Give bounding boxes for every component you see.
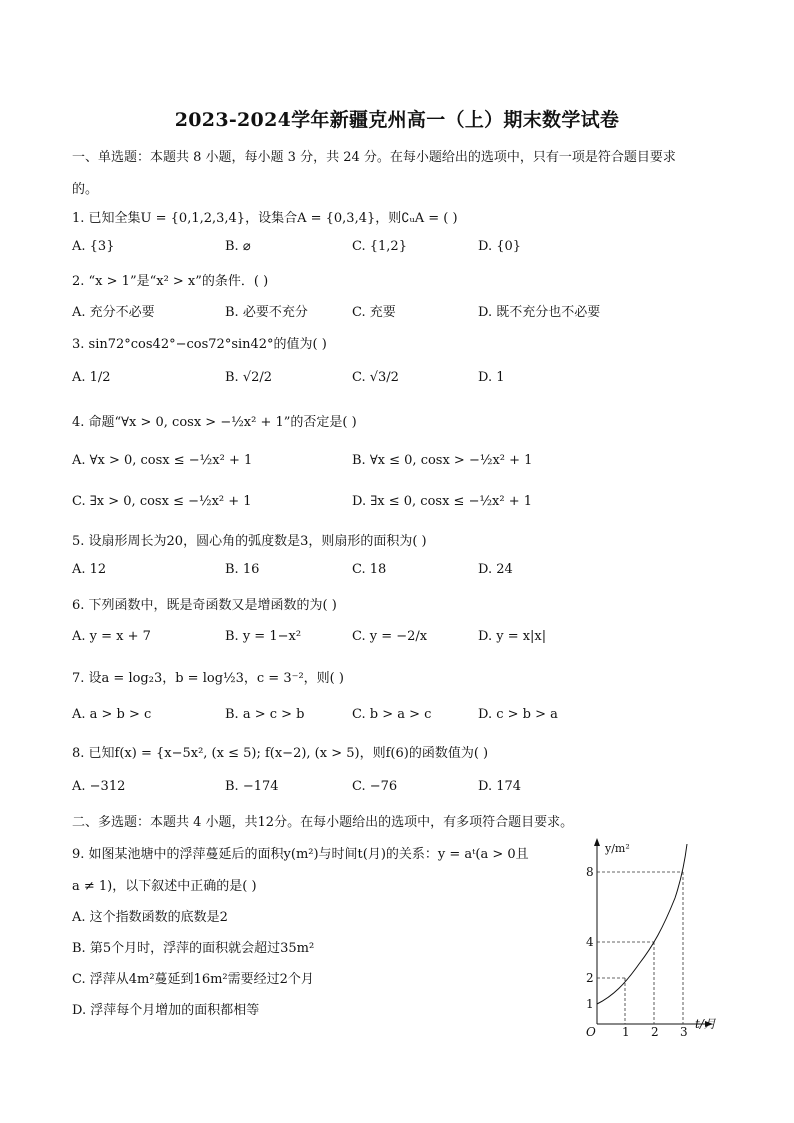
question-2: 2. “x > 1”是“x² > x”的条件．( ): [72, 274, 269, 289]
y-axis-label: y/m²: [605, 842, 630, 855]
q4-option-c: C. ∃x > 0, cosx ≤ −½x² + 1: [72, 494, 252, 509]
q8-option-b: B. −174: [225, 779, 279, 794]
q5-option-d: D. 24: [478, 562, 513, 577]
x-tick-3: 3: [680, 1025, 688, 1038]
q1-option-b: B. ⌀: [225, 239, 251, 254]
section-2-header: 二、多选题：本题共 4 小题，共12分。在每小题给出的选项中，有多项符合题目要求。: [72, 815, 574, 830]
page-title: 2023-2024学年新疆克州高一（上）期末数学试卷: [174, 109, 620, 131]
q8-option-c: C. −76: [352, 779, 398, 794]
q9-option-a: A. 这个指数函数的底数是2: [72, 910, 228, 925]
q3-option-c: C. √3/2: [352, 370, 399, 385]
question-1: 1. 已知全集U = {0,1,2,3,4}，设集合A = {0,3,4}，则∁ᵤA = ( ): [72, 211, 458, 226]
q6-option-b: B. y = 1−x²: [225, 629, 302, 644]
q8-option-d: D. 174: [478, 779, 522, 794]
q5-option-b: B. 16: [225, 562, 260, 577]
question-9: 9. 如图某池塘中的浮萍蔓延后的面积y(m²)与时间t(月)的关系：y = aᵗ(a > 0且: [72, 847, 529, 862]
x-axis-label: t/月: [695, 1017, 716, 1031]
q8-option-a: A. −312: [72, 779, 126, 794]
q3-option-a: A. 1/2: [72, 370, 111, 385]
q6-option-c: C. y = −2/x: [352, 629, 428, 644]
y-axis-arrow: [594, 838, 600, 846]
q7-option-a: A. a > b > c: [72, 707, 152, 722]
q4-option-a: A. ∀x > 0, cosx ≤ −½x² + 1: [72, 453, 253, 468]
q9-option-d: D. 浮萍每个月增加的面积都相等: [72, 1003, 260, 1018]
question-8: 8. 已知f(x) = {x−5x², (x ≤ 5); f(x−2), (x > 5)，则f(6)的函数值为( ): [72, 746, 489, 761]
question-3: 3. sin72°cos42°−cos72°sin42°的值为( ): [72, 337, 327, 352]
q2-option-a: A. 充分不必要: [72, 305, 155, 320]
y-tick-1: 1: [586, 997, 594, 1011]
q1-option-d: D. {0}: [478, 239, 522, 254]
q3-option-d: D. 1: [478, 370, 505, 385]
origin-label: O: [586, 1025, 596, 1038]
q7-option-b: B. a > c > b: [225, 707, 305, 722]
q2-option-c: C. 充要: [352, 305, 396, 320]
section-1-header-cont: 的。: [72, 182, 99, 197]
q3-option-b: B. √2/2: [225, 370, 273, 385]
section-1-header: 一、单选题：本题共 8 小题，每小题 3 分，共 24 分。在每小题给出的选项中，只有一项是符合题目要求: [72, 150, 676, 165]
x-tick-2: 2: [651, 1025, 659, 1038]
exponential-graph: [583, 838, 733, 1038]
question-5: 5. 设扇形周长为20，圆心角的弧度数是3，则扇形的面积为( ): [72, 534, 427, 549]
question-9-cont: a ≠ 1)，以下叙述中正确的是( ): [72, 879, 257, 894]
q7-option-c: C. b > a > c: [352, 707, 432, 722]
q6-option-d: D. y = x|x|: [478, 629, 547, 644]
q1-option-a: A. {3}: [72, 239, 115, 254]
q4-option-d: D. ∃x ≤ 0, cosx ≤ −½x² + 1: [352, 494, 533, 509]
q9-option-b: B. 第5个月时，浮萍的面积就会超过35m²: [72, 941, 315, 956]
q5-option-c: C. 18: [352, 562, 387, 577]
question-6: 6. 下列函数中，既是奇函数又是增函数的为( ): [72, 598, 337, 613]
question-4: 4. 命题“∀x > 0, cosx > −½x² + 1”的否定是( ): [72, 415, 357, 430]
q6-option-a: A. y = x + 7: [72, 629, 151, 644]
q2-option-d: D. 既不充分也不必要: [478, 305, 601, 320]
q9-option-c: C. 浮萍从4m²蔓延到16m²需要经过2个月: [72, 972, 314, 987]
q1-option-c: C. {1,2}: [352, 239, 407, 254]
q7-option-d: D. c > b > a: [478, 707, 558, 722]
question-7: 7. 设a = log₂3，b = log½3，c = 3⁻²，则( ): [72, 671, 344, 686]
q5-option-a: A. 12: [72, 562, 107, 577]
y-tick-4: 4: [586, 935, 594, 949]
exponential-curve: [597, 844, 687, 1004]
x-tick-1: 1: [622, 1025, 630, 1038]
y-tick-8: 8: [586, 865, 594, 879]
q4-option-b: B. ∀x ≤ 0, cosx > −½x² + 1: [352, 453, 533, 468]
q2-option-b: B. 必要不充分: [225, 305, 308, 320]
y-tick-2: 2: [586, 971, 594, 985]
